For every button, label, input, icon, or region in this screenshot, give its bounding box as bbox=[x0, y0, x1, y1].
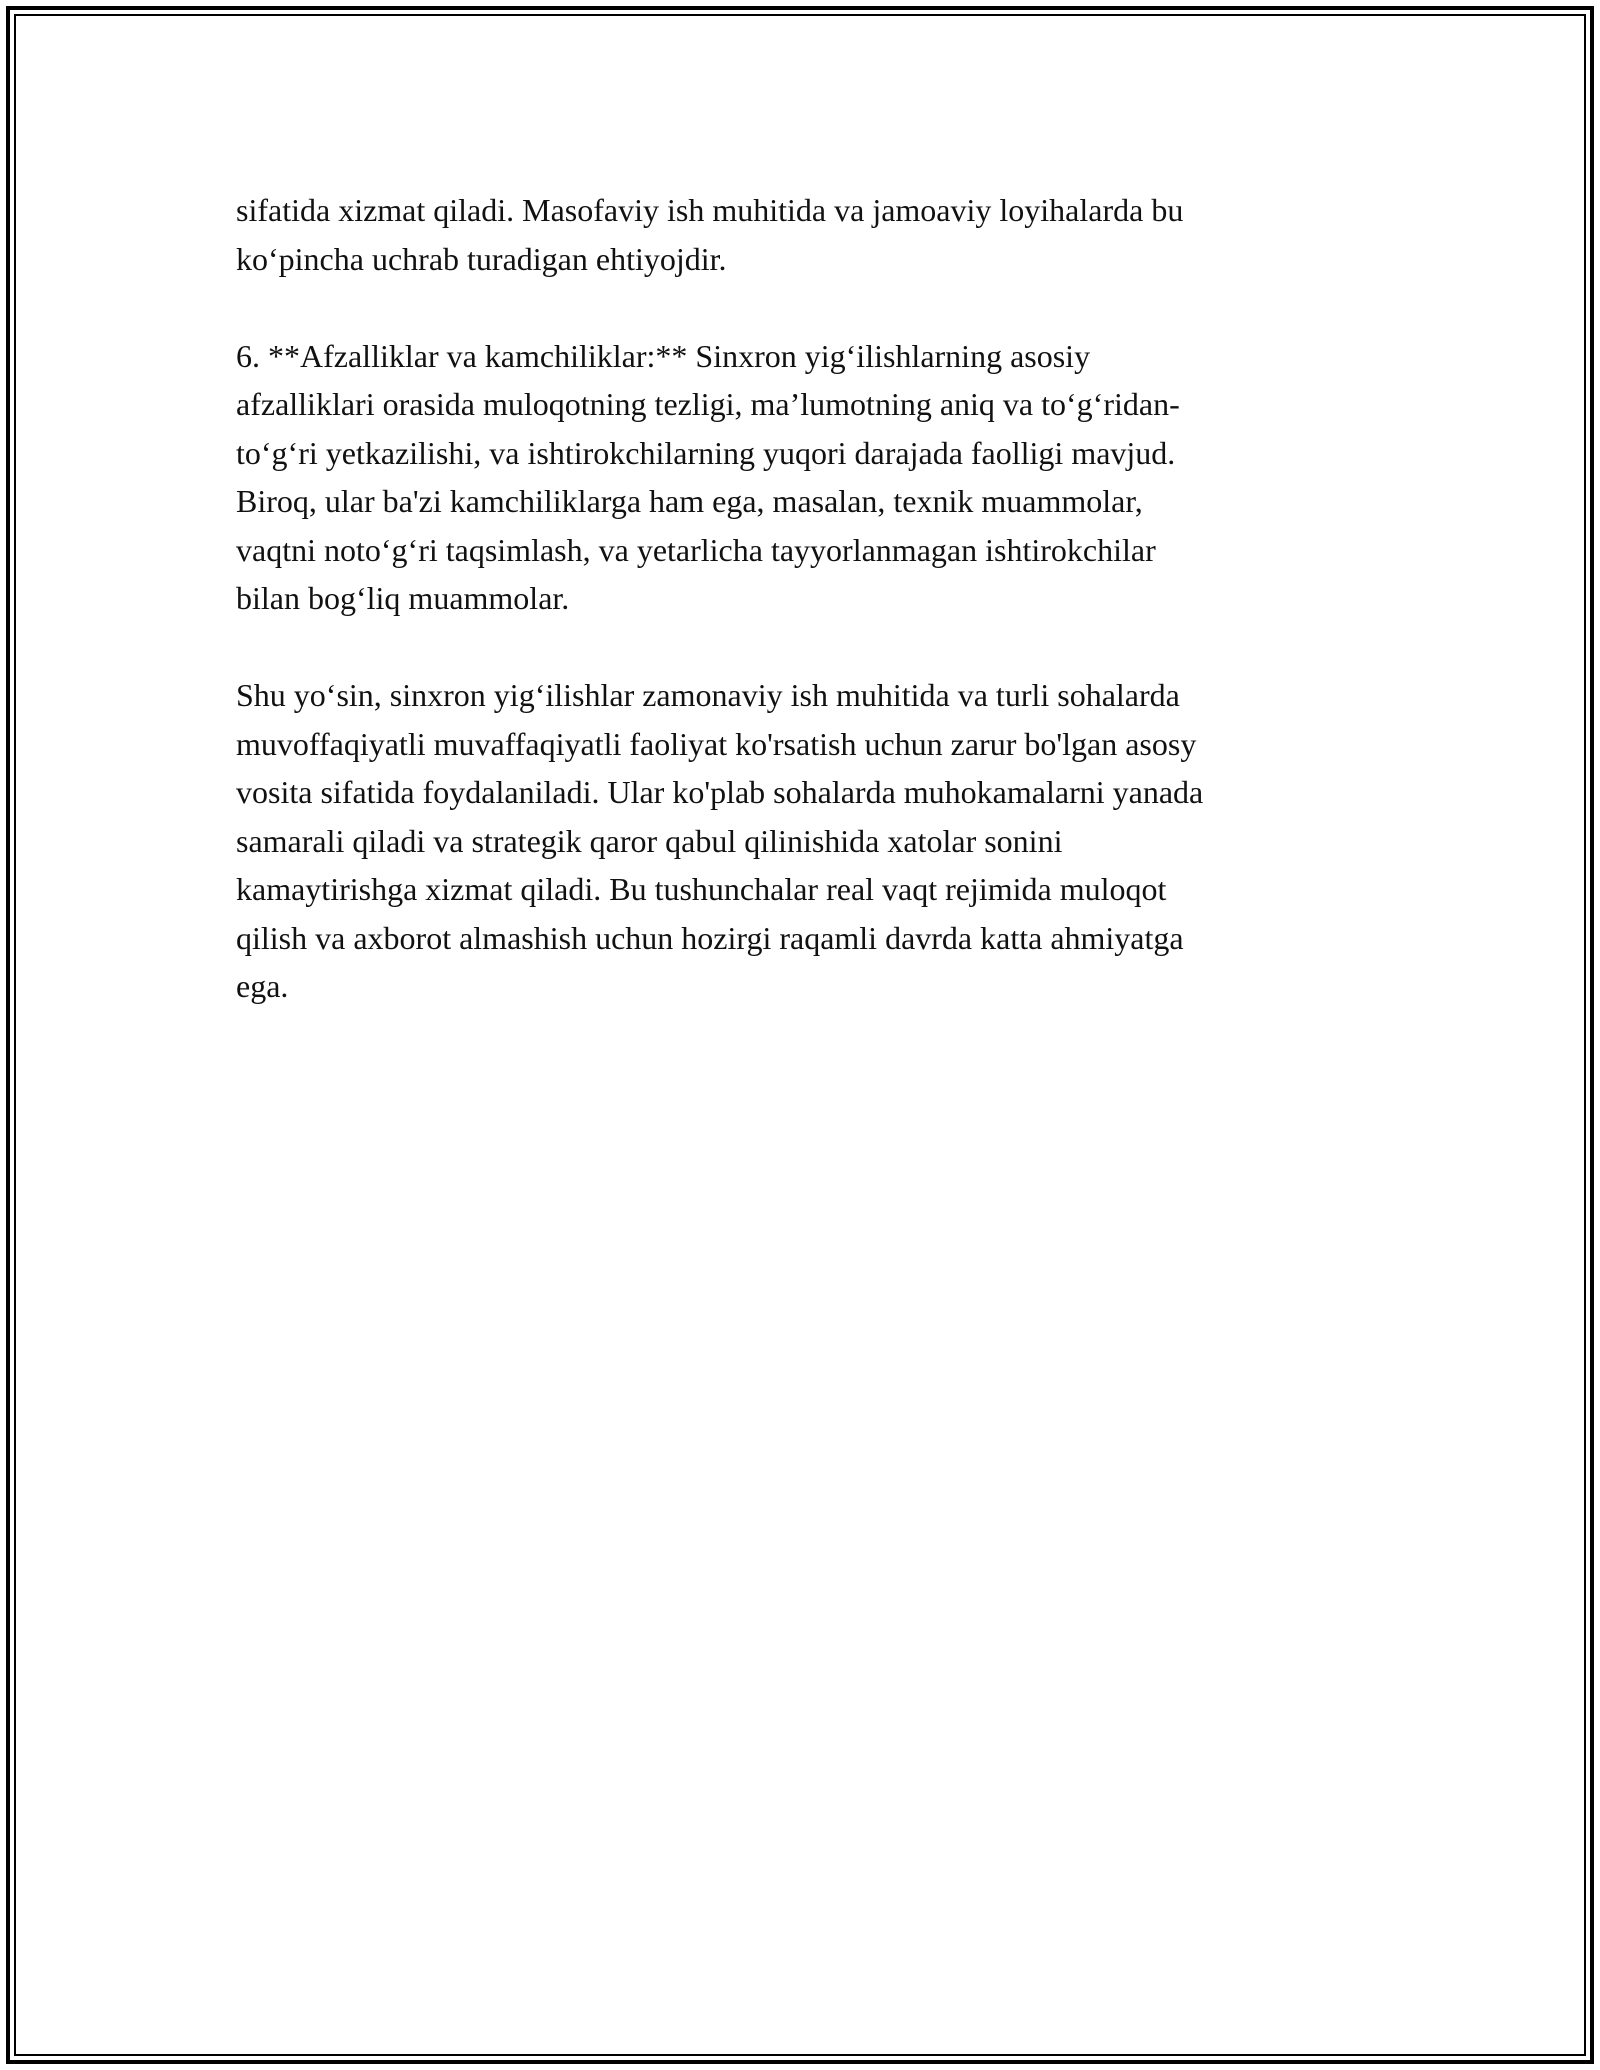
text-line: bilan bog‘liq muammolar. bbox=[236, 580, 570, 616]
text-line: sifatida xizmat qiladi. Masofaviy ish muhitida va jamoaviy loyihalarda bu bbox=[236, 192, 1184, 228]
text-line: 6. **Afzalliklar va kamchiliklar:** Sinxron yig‘ilishlarning asosiy bbox=[236, 337, 1091, 374]
text-line: kamaytirishga xizmat qiladi. Bu tushunchalar real vaqt rejimida muloqot bbox=[236, 871, 1167, 907]
text-line: vosita sifatida foydalaniladi. Ular ko'plab sohalarda muhokamalarni yanada bbox=[236, 774, 1204, 810]
text-line: samarali qiladi va strategik qaror qabul qilinishida xatolar sonini bbox=[236, 822, 1063, 859]
text-line: vaqtni noto‘g‘ri taqsimlash, va yetarlicha tayyorlanmagan ishtirokchilar bbox=[236, 531, 1156, 568]
paragraph-1 bbox=[236, 186, 1366, 283]
text-line: Biroq, ular ba'zi kamchiliklarga ham ega, masalan, texnik muammolar, bbox=[236, 483, 1143, 519]
text-line: qilish va axborot almashish uchun hozirgi raqamli davrda katta ahmiyatga bbox=[236, 919, 1184, 956]
text-line: ko‘pincha uchrab turadigan ehtiyojdir. bbox=[236, 240, 727, 277]
paragraph-2 bbox=[236, 332, 1366, 623]
text-line: to‘g‘ri yetkazilishi, va ishtirokchilarning yuqori darajada faolligi mavjud. bbox=[236, 434, 1176, 471]
text-line: Shu yo‘sin, sinxron yig‘ilishlar zamonaviy ish muhitida va turli sohalarda bbox=[236, 677, 1180, 713]
document-body bbox=[236, 186, 1366, 1059]
text-line: ega. bbox=[236, 968, 289, 1004]
text-line: muvoffaqiyatli muvaffaqiyatli faoliyat ko'rsatish uchun zarur bo'lgan asosy bbox=[236, 725, 1197, 762]
text-line: afzalliklari orasida muloqotning tezligi, ma’lumotning aniq va to‘g‘ridan- bbox=[236, 386, 1180, 422]
paragraph-3 bbox=[236, 671, 1366, 1011]
